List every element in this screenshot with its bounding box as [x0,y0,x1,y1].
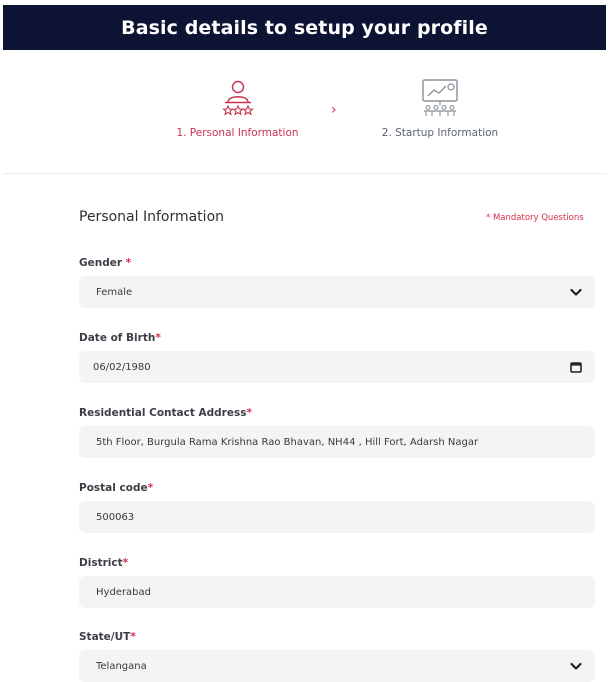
chevron-down-icon [569,285,583,299]
mandatory-note: * Mandatory Questions [486,213,584,223]
district-label: District* [79,557,129,569]
section-title: Personal Information [79,209,225,225]
chevron-right-icon: › [331,102,337,118]
gender-label: Gender * [79,257,132,269]
gender-select[interactable] [79,276,595,308]
chevron-down-icon [569,659,583,673]
step-startup-information[interactable] [365,78,515,139]
presentation-board-icon [419,78,461,118]
step-label: 2. Startup Information [381,127,499,139]
gender-value: Female [96,286,133,298]
state-label: State/UT* [79,631,136,643]
postal-code-value: 500063 [96,511,135,523]
address-value: 5th Floor, Burgula Rama Krishna Rao Bhavan, NH44 , Hill Fort, Adarsh Nagar [96,436,479,448]
address-input[interactable] [79,426,595,458]
district-input[interactable] [79,576,595,608]
address-label: Residential Contact Address* [79,407,252,419]
calendar-icon[interactable] [569,360,583,374]
postal-code-input[interactable] [79,501,595,533]
state-select[interactable] [79,650,595,682]
date-of-birth-input[interactable] [79,351,595,383]
page-title: Basic details to setup your profile [121,16,488,39]
step-label: 1. Personal Information [176,127,299,139]
page-header [3,5,606,50]
person-stars-icon [218,78,258,118]
divider [3,173,606,174]
dob-label: Date of Birth* [79,332,161,344]
step-personal-information[interactable] [160,78,315,139]
postal-code-label: Postal code* [79,482,154,494]
state-value: Telangana [96,660,147,672]
district-value: Hyderabad [96,586,151,598]
dob-value: 06/02/1980 [93,361,151,373]
stepper [0,72,610,162]
